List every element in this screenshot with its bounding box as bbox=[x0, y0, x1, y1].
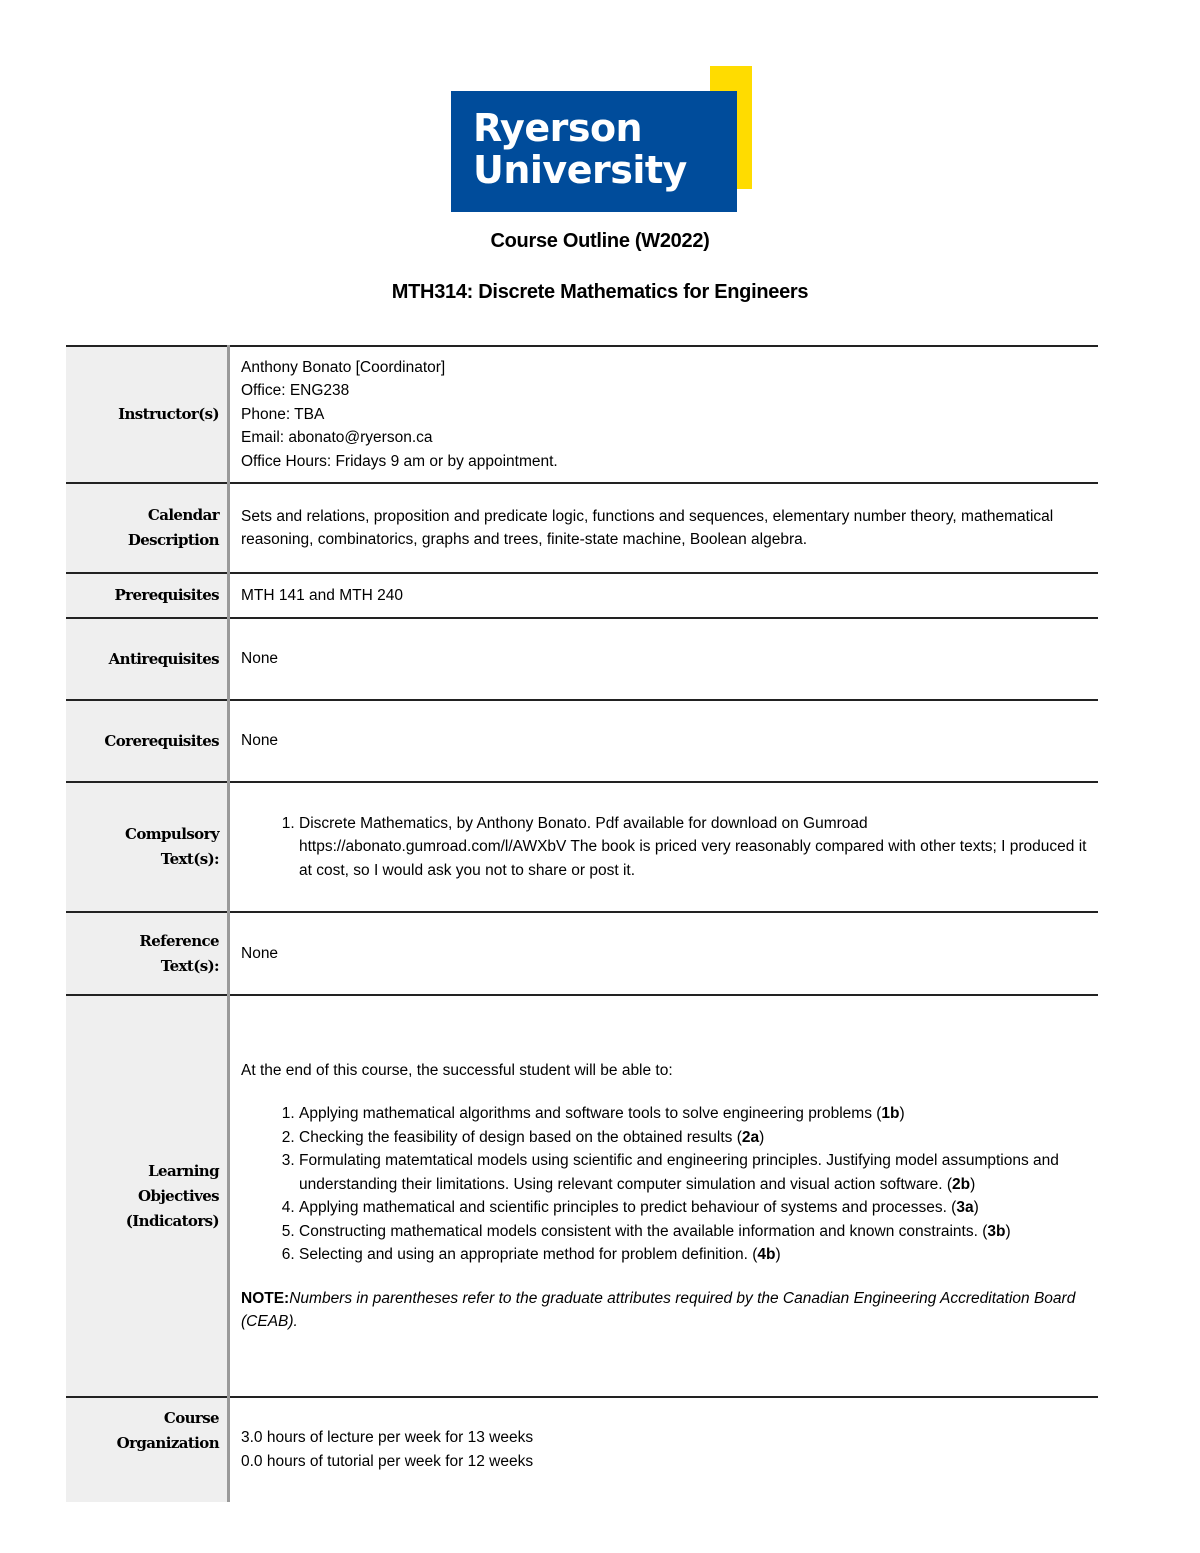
objectives-list bbox=[241, 1102, 1088, 1267]
objective-close: ) bbox=[759, 1128, 765, 1146]
organization-lecture: 3.0 hours of lecture per week for 13 weeks bbox=[241, 1429, 534, 1446]
objective-close: ) bbox=[899, 1105, 905, 1122]
logo-line-1: Ryerson bbox=[473, 106, 643, 150]
objective-close: ) bbox=[775, 1246, 781, 1263]
label-instructors: Instructor(s) bbox=[66, 346, 229, 483]
label-antirequisites: Antirequisites bbox=[66, 618, 229, 700]
objective-text: Selecting and using an appropriate method for problem definition. ( bbox=[299, 1246, 758, 1263]
label-corequisites: Corerequisites bbox=[66, 700, 229, 782]
objective-item bbox=[299, 1102, 1088, 1126]
row-instructors bbox=[66, 346, 1098, 483]
objective-text: Formulating matemtatical models using scientific and engineering principles. Justifying model assumptions and understanding their limitations. Using relevant computer simulation and visual action software. ( bbox=[299, 1152, 1059, 1193]
label-reference-line1: Reference bbox=[139, 931, 219, 950]
note-text: Numbers in parentheses refer to the graduate attributes required by the Canadian Engineering Accreditation Board (CEAB). bbox=[241, 1289, 1076, 1330]
instructor-name: Anthony Bonato [Coordinator] bbox=[241, 358, 446, 376]
row-antirequisites bbox=[66, 618, 1098, 700]
objective-item bbox=[299, 1196, 1088, 1220]
document-title: Course Outline (W2022) bbox=[490, 230, 710, 252]
note-label: NOTE: bbox=[241, 1289, 290, 1307]
objective-item bbox=[299, 1149, 1088, 1196]
label-objectives-line3: (Indicators) bbox=[125, 1211, 219, 1230]
course-outline-table bbox=[66, 345, 1098, 1502]
row-prerequisites bbox=[66, 573, 1098, 618]
row-compulsory-texts bbox=[66, 782, 1098, 912]
label-calendar-description bbox=[66, 483, 229, 573]
content-instructors bbox=[229, 346, 1099, 483]
organization-tutorial: 0.0 hours of tutorial per week for 12 weeks bbox=[241, 1452, 534, 1470]
row-corequisites bbox=[66, 700, 1098, 782]
objective-item bbox=[299, 1243, 1088, 1267]
content-corequisites: None bbox=[241, 732, 279, 750]
label-learning-objectives bbox=[66, 995, 229, 1397]
logo-blue-block bbox=[451, 91, 737, 212]
content-calendar-description: Sets and relations, proposition and predicate logic, functions and sequences, elementary number theory, mathematical reasoning, combinatorics, graphs and trees, finite-state machine, Boolean algebra. bbox=[241, 507, 1054, 548]
objectives-intro: At the end of this course, the successful student will be able to: bbox=[241, 1061, 673, 1079]
label-course-organization bbox=[66, 1397, 229, 1502]
content-antirequisites: None bbox=[241, 650, 279, 668]
objective-indicator: 1b bbox=[881, 1105, 900, 1122]
label-reference-texts bbox=[66, 912, 229, 995]
objective-indicator: 2a bbox=[741, 1128, 760, 1146]
label-reference-line2: Text(s): bbox=[160, 956, 219, 975]
instructor-phone: Phone: TBA bbox=[241, 405, 325, 423]
university-logo bbox=[451, 66, 753, 212]
objective-close: ) bbox=[1005, 1222, 1011, 1240]
document-subtitle: MTH314: Discrete Mathematics for Engineers bbox=[391, 281, 809, 303]
row-calendar-description bbox=[66, 483, 1098, 573]
label-compulsory-line1: Compulsory bbox=[125, 825, 219, 843]
objective-close: ) bbox=[970, 1175, 976, 1193]
label-organization-line2: Organization bbox=[116, 1434, 219, 1452]
objective-item bbox=[299, 1126, 1088, 1150]
objectives-note bbox=[241, 1287, 1088, 1334]
instructor-office: Office: ENG238 bbox=[241, 382, 350, 400]
compulsory-texts-list bbox=[241, 812, 1088, 883]
row-reference-texts bbox=[66, 912, 1098, 995]
instructor-email: Email: abonato@ryerson.ca bbox=[241, 429, 433, 447]
objective-indicator: 4b bbox=[757, 1246, 776, 1263]
label-calendar-line1: Calendar bbox=[147, 506, 219, 524]
label-compulsory-line2: Text(s): bbox=[160, 850, 219, 868]
objective-text: Constructing mathematical models consistent with the available information and known constraints. ( bbox=[299, 1222, 988, 1240]
logo-line-2: University bbox=[473, 148, 687, 192]
label-prerequisites: Prerequisites bbox=[66, 573, 229, 618]
objective-item bbox=[299, 1220, 1088, 1244]
objective-indicator: 3a bbox=[956, 1199, 974, 1216]
objective-text: Applying mathematical algorithms and software tools to solve engineering problems ( bbox=[299, 1105, 882, 1122]
label-organization-line1: Course bbox=[163, 1409, 219, 1427]
logo-wordmark bbox=[473, 107, 687, 191]
instructor-office-hours: Office Hours: Fridays 9 am or by appointment. bbox=[241, 452, 558, 470]
objective-text: Applying mathematical and scientific principles to predict behaviour of systems and processes. ( bbox=[299, 1199, 957, 1216]
content-reference-texts: None bbox=[241, 944, 279, 962]
label-calendar-line2: Description bbox=[127, 531, 219, 549]
objective-text: Checking the feasibility of design based on the obtained results ( bbox=[299, 1128, 742, 1146]
objective-indicator: 2b bbox=[952, 1175, 971, 1193]
content-compulsory-texts bbox=[229, 782, 1099, 912]
objective-indicator: 3b bbox=[987, 1222, 1006, 1240]
row-learning-objectives bbox=[66, 995, 1098, 1397]
objective-close: ) bbox=[973, 1199, 979, 1216]
label-compulsory-texts bbox=[66, 782, 229, 912]
content-course-organization bbox=[229, 1397, 1099, 1502]
label-objectives-line1: Learning bbox=[148, 1161, 219, 1180]
compulsory-text-item: 1. Discrete Mathematics, by Anthony Bonato. Pdf available for download on Gumroad https://abonato.gumroad.com/l/AWXbV The book is priced very reasonably compared with other texts; I produced it at cost, so I would ask you not to share or post it. bbox=[299, 812, 1088, 883]
content-learning-objectives bbox=[229, 995, 1099, 1397]
content-prerequisites: MTH 141 and MTH 240 bbox=[241, 586, 403, 604]
label-objectives-line2: Objectives bbox=[138, 1186, 219, 1205]
row-course-organization bbox=[66, 1397, 1098, 1502]
